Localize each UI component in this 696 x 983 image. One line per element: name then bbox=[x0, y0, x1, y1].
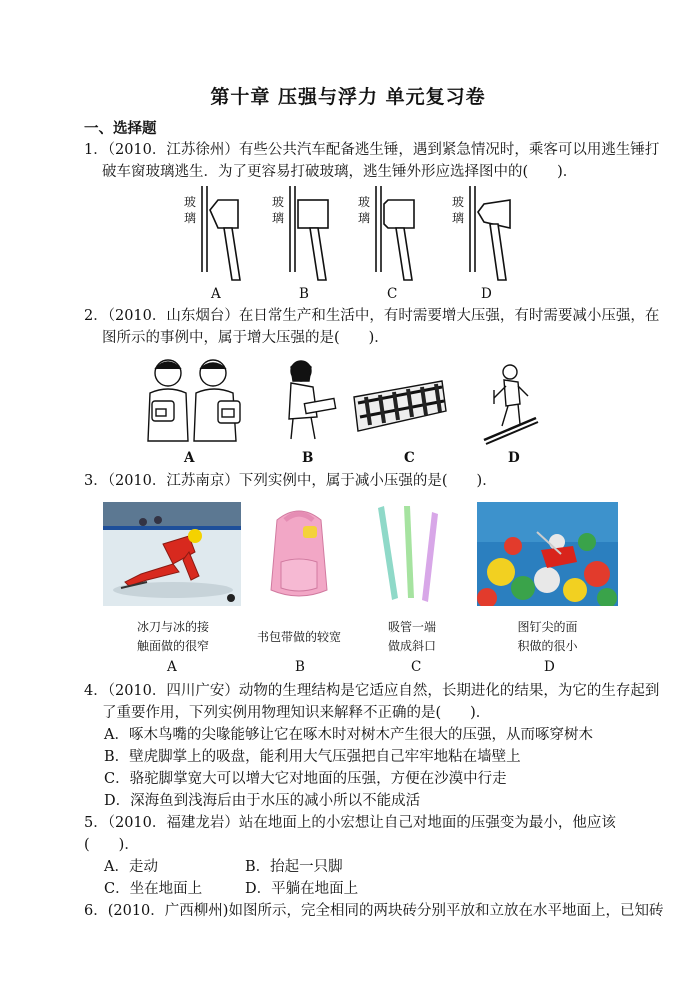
q3-line1: 3．（2010．江苏南京）下列实例中，属于减小压强的是( )． bbox=[84, 473, 497, 489]
q1-label-d: D bbox=[481, 286, 492, 302]
q3-caption-d-line2: 积做的很小 bbox=[517, 639, 578, 654]
q4-line2: 了重要作用，下列实例用物理知识来解释不正确的是( )． bbox=[102, 705, 491, 721]
section-heading: 一、选择题 bbox=[84, 120, 157, 137]
q3-caption-c-line2: 做成斜口 bbox=[387, 639, 436, 654]
q3-caption-d bbox=[500, 618, 595, 656]
q4-option-a: A．啄木鸟嘴的尖喙能够让它在啄木时对树木产生很大的压强，从而啄穿树木 bbox=[104, 727, 593, 743]
q3-caption-b bbox=[244, 628, 354, 647]
q4-option-b: B．壁虎脚掌上的吸盘，能利用大气压强把自己牢牢地粘在墙壁上 bbox=[104, 749, 521, 765]
q1-hammer-figures bbox=[180, 182, 520, 287]
q1-label-c: C bbox=[387, 286, 398, 302]
q3-straws-photo bbox=[370, 502, 450, 606]
q3-label-b: B bbox=[295, 659, 305, 675]
q4-option-d: D．深海鱼到浅海后由于水压的减小所以不能成活 bbox=[104, 793, 421, 809]
q1-glass-label-b: 玻璃 bbox=[272, 195, 285, 225]
q3-caption-a-line1: 冰刀与冰的接 bbox=[136, 620, 209, 634]
q3-speed-skater-photo bbox=[103, 502, 241, 606]
q2-line1: 2．（2010．山东烟台）在日常生产和生活中，有时需要增大压强，有时需要减小压强，在 bbox=[84, 308, 660, 324]
q3-label-d: D bbox=[544, 659, 555, 675]
q1-glass-label-a: 玻璃 bbox=[184, 195, 197, 225]
q2-worker-figure bbox=[275, 357, 340, 442]
q6-line1: 6．(2010．广西柳州)如图所示，完全相同的两块砖分别平放和立放在水平地面上，已知砖 bbox=[84, 903, 664, 919]
q1-glass-label-d: 玻璃 bbox=[452, 195, 465, 225]
q2-line2: 图所示的事例中，属于增大压强的是( )． bbox=[102, 330, 389, 346]
q5-option-c: C．坐在地面上 bbox=[104, 881, 203, 897]
q5-option-a: A．走动 bbox=[104, 859, 158, 875]
q5-option-b: B．抬起一只脚 bbox=[245, 859, 343, 875]
q2-railway-track-figure bbox=[352, 377, 447, 437]
q3-caption-d-line1: 图钉尖的面 bbox=[517, 620, 578, 634]
q2-label-a: A bbox=[184, 450, 195, 466]
q3-pushpins-photo bbox=[477, 502, 618, 606]
q2-label-c: C bbox=[404, 450, 415, 466]
q2-skier-figure bbox=[480, 360, 540, 445]
q5-line1: 5．（2010．福建龙岩）站在地面上的小宏想让自己对地面的压强变为最小，他应该 bbox=[84, 815, 616, 831]
q5-line2: ( )． bbox=[84, 837, 139, 853]
q3-caption-a-line2: 触面做的很窄 bbox=[136, 639, 209, 654]
q2-label-d: D bbox=[508, 450, 520, 466]
q2-label-b: B bbox=[302, 450, 314, 466]
q3-label-a: A bbox=[167, 659, 177, 675]
q4-option-c: C．骆驼脚掌宽大可以增大它对地面的压强，方便在沙漠中行走 bbox=[104, 771, 507, 787]
q3-label-c: C bbox=[411, 659, 422, 675]
page-title: 第十章 压强与浮力 单元复习卷 bbox=[210, 86, 486, 108]
q4-line1: 4．（2010．四川广安）动物的生理结构是它适应自然，长期进化的结果，为它的生存起到 bbox=[84, 683, 660, 699]
q1-line1: 1．（2010．江苏徐州）有些公共汽车配备逃生锤，遇到紧急情况时，乘客可以用逃生锤打 bbox=[84, 142, 660, 158]
q5-option-d: D．平躺在地面上 bbox=[245, 881, 359, 897]
q1-label-b: B bbox=[299, 286, 309, 302]
q3-pink-backpack-photo bbox=[255, 502, 343, 606]
q1-glass-label-c: 玻璃 bbox=[358, 195, 371, 225]
q1-line2: 破车窗玻璃逃生．为了更容易打破玻璃，逃生锤外形应选择图中的( )． bbox=[102, 164, 578, 180]
q3-caption-c-line1: 吸管一端 bbox=[387, 620, 436, 634]
q3-caption-c bbox=[372, 618, 452, 656]
q3-caption-a bbox=[118, 618, 228, 656]
q3-caption-b-line1: 书包带做的较宽 bbox=[256, 630, 341, 644]
q1-label-a: A bbox=[211, 286, 221, 302]
q2-students-backpacks-figure bbox=[138, 355, 248, 445]
